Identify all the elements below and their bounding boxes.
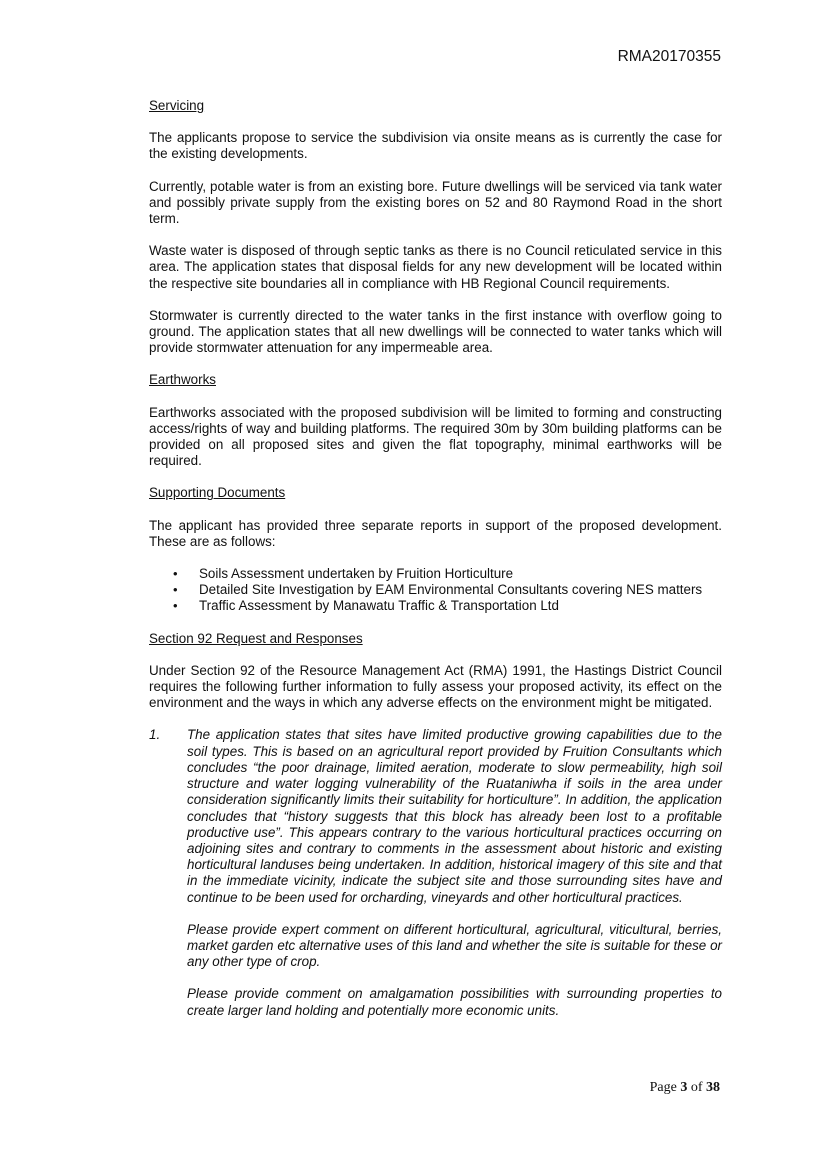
servicing-paragraph-4: Stormwater is currently directed to the water tanks in the first instance with overflow going to ground. The application states that all new dwellings will be connected to water tanks which will provide stormwater attenuation for any impermeable area.	[149, 307, 722, 356]
list-item: • Detailed Site Investigation by EAM Environmental Consultants covering NES matters	[149, 582, 722, 598]
of-word: of	[690, 1080, 703, 1095]
list-item: • Soils Assessment undertaken by Fruition Horticulture	[149, 566, 722, 582]
document-reference: RMA20170355	[617, 48, 721, 65]
servicing-heading: Servicing	[149, 98, 205, 113]
request-item-number: 1.	[149, 727, 161, 743]
supporting-documents-heading: Supporting Documents	[149, 485, 286, 501]
servicing-paragraph-1: The applicants propose to service the subdivision via onsite means as is currently the case for the existing developments.	[149, 130, 722, 162]
page-word: Page	[649, 1080, 677, 1095]
servicing-paragraph-2: Currently, potable water is from an existing bore. Future dwellings will be serviced via tank water and possibly private supply from the existing bores on 52 and 80 Raymond Road in the short term.	[149, 178, 722, 227]
section-92-heading: Section 92 Request and Responses	[149, 630, 363, 646]
supporting-documents-paragraph: The applicant has provided three separate reports in support of the proposed development. These are as follows:	[149, 517, 722, 549]
request-item-1	[149, 727, 722, 1018]
supporting-documents-list	[149, 566, 722, 615]
request-item-1-paragraph-1: The application states that sites have limited productive growing capabilities due to the soil types. This is based on an agricultural report provided by Fruition Consultants which concludes “the poor drainage, limited aeration, moderate to slow permeability, high soil structure and water logging vulnerability of the Ruataniwha if soils in the area under consideration significantly limits their suitability for horticulture”. In addition, the application concludes that “history suggests that this block has already been lost to a profitable productive use”. This appears contrary to the various horticultural practices occurring on adjoining sites and contrary to comments in the assessment about historic and existing horticultural landuses being undertaken. In addition, historical imagery of this site and that in the immediate vicinity, indicate the subject site and those surrounding sites have and continue to be been used for orcharding, vineyards and other horticultural practices.	[187, 727, 722, 905]
document-body	[149, 98, 722, 1035]
earthworks-heading: Earthworks	[149, 372, 216, 388]
list-item: • Traffic Assessment by Manawatu Traffic & Transportation Ltd	[149, 598, 722, 614]
request-item-1-paragraph-3: Please provide comment on amalgamation possibilities with surrounding properties to create larger land holding and potentially more economic units.	[187, 986, 722, 1018]
earthworks-paragraph-1: Earthworks associated with the proposed subdivision will be limited to forming and constructing access/rights of way and building platforms. The required 30m by 30m building platforms can be provided on all proposed sites and given the flat topography, minimal earthworks will be required.	[149, 404, 722, 469]
page-number: 3	[680, 1080, 688, 1095]
servicing-paragraph-3: Waste water is disposed of through septic tanks as there is no Council reticulated service in this area. The application states that disposal fields for any new development will be located within the respective site boundaries all in compliance with HB Regional Council requirements.	[149, 243, 722, 291]
page-footer	[650, 1080, 720, 1096]
total-pages: 38	[706, 1080, 720, 1095]
request-item-1-paragraph-2: Please provide expert comment on different horticultural, agricultural, viticultural, berries, market garden etc alternative uses of this land and whether the site is suitable for these or any other type of crop.	[187, 921, 722, 970]
section-92-paragraph: Under Section 92 of the Resource Management Act (RMA) 1991, the Hastings District Council requires the following further information to fully assess your proposed activity, its effect on the environment and the ways in which any adverse effects on the environment might be mitigated.	[149, 662, 722, 711]
